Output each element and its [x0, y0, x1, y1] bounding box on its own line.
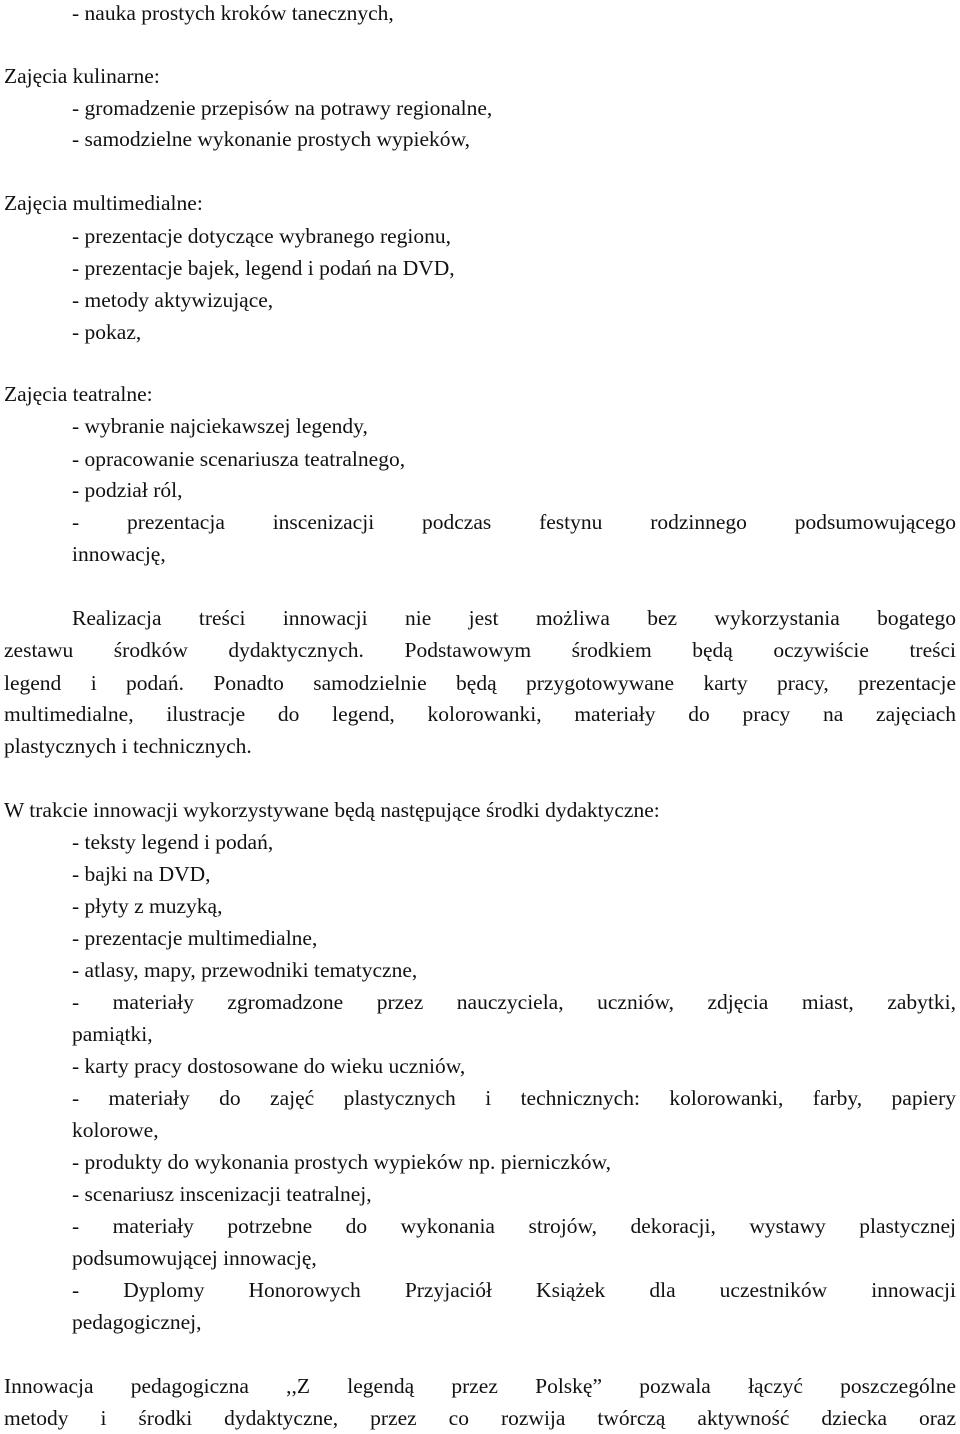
list-item-continuation: pedagogicznej,	[72, 1310, 202, 1334]
list-item: - materiały zgromadzone przez nauczyciela, uczniów, zdjęcia miast, zabytki,	[72, 990, 956, 1014]
list-item: - prezentacja inscenizacji podczas festynu rodzinnego podsumowującego	[72, 510, 956, 534]
list-item: - nauka prostych kroków tanecznych,	[72, 1, 394, 25]
list-item-continuation: pamiątki,	[72, 1022, 153, 1046]
section-heading-theatre: Zajęcia teatralne:	[4, 382, 153, 406]
list-item: - teksty legend i podań,	[72, 830, 274, 854]
list-item: - bajki na DVD,	[72, 862, 211, 886]
list-item: - Dyplomy Honorowych Przyjaciół Książek dla uczestników innowacji	[72, 1278, 956, 1302]
list-item: - scenariusz inscenizacji teatralnej,	[72, 1182, 372, 1206]
list-item: - prezentacje bajek, legend i podań na DVD,	[72, 256, 455, 280]
paragraph-line: Realizacja treści innowacji nie jest możliwa bez wykorzystania bogatego	[72, 606, 956, 630]
list-item: - karty pracy dostosowane do wieku uczniów,	[72, 1054, 466, 1078]
list-item: - opracowanie scenariusza teatralnego,	[72, 447, 406, 471]
list-item: - materiały do zajęć plastycznych i technicznych: kolorowanki, farby, papiery	[72, 1086, 956, 1110]
section-heading-resources: W trakcie innowacji wykorzystywane będą następujące środki dydaktyczne:	[4, 798, 660, 822]
list-item: - gromadzenie przepisów na potrawy regionalne,	[72, 96, 493, 120]
paragraph-line: legend i podań. Ponadto samodzielnie będą przygotowywane karty pracy, prezentacje	[4, 671, 956, 695]
paragraph-line: Innowacja pedagogiczna ,,Z legendą przez Polskę” pozwala łączyć poszczególne	[4, 1374, 956, 1398]
list-item: - wybranie najciekawszej legendy,	[72, 414, 368, 438]
list-item: - produkty do wykonania prostych wypieków np. pierniczków,	[72, 1150, 611, 1174]
list-item-continuation: podsumowującej innowację,	[72, 1246, 317, 1270]
list-item: - prezentacje dotyczące wybranego regionu,	[72, 224, 452, 248]
paragraph-line: multimedialne, ilustracje do legend, kolorowanki, materiały do pracy na zajęciach	[4, 702, 956, 726]
list-item: - metody aktywizujące,	[72, 288, 274, 312]
list-item: - atlasy, mapy, przewodniki tematyczne,	[72, 958, 418, 982]
list-item: - materiały potrzebne do wykonania strojów, dekoracji, wystawy plastycznej	[72, 1214, 956, 1238]
list-item-continuation: innowację,	[72, 542, 166, 566]
paragraph-line: plastycznych i technicznych.	[4, 734, 252, 758]
section-heading-culinary: Zajęcia kulinarne:	[4, 64, 160, 88]
section-heading-multimedia: Zajęcia multimedialne:	[4, 191, 203, 215]
paragraph-line: zestawu środków dydaktycznych. Podstawowym środkiem będą oczywiście treści	[4, 638, 956, 662]
list-item-continuation: kolorowe,	[72, 1118, 159, 1142]
list-item: - pokaz,	[72, 320, 142, 344]
list-item: - samodzielne wykonanie prostych wypieków,	[72, 127, 471, 151]
list-item: - podział ról,	[72, 478, 183, 502]
list-item: - prezentacje multimedialne,	[72, 926, 318, 950]
paragraph-line: metody i środki dydaktyczne, przez co rozwija twórczą aktywność dziecka oraz	[4, 1406, 956, 1430]
list-item: - płyty z muzyką,	[72, 894, 223, 918]
